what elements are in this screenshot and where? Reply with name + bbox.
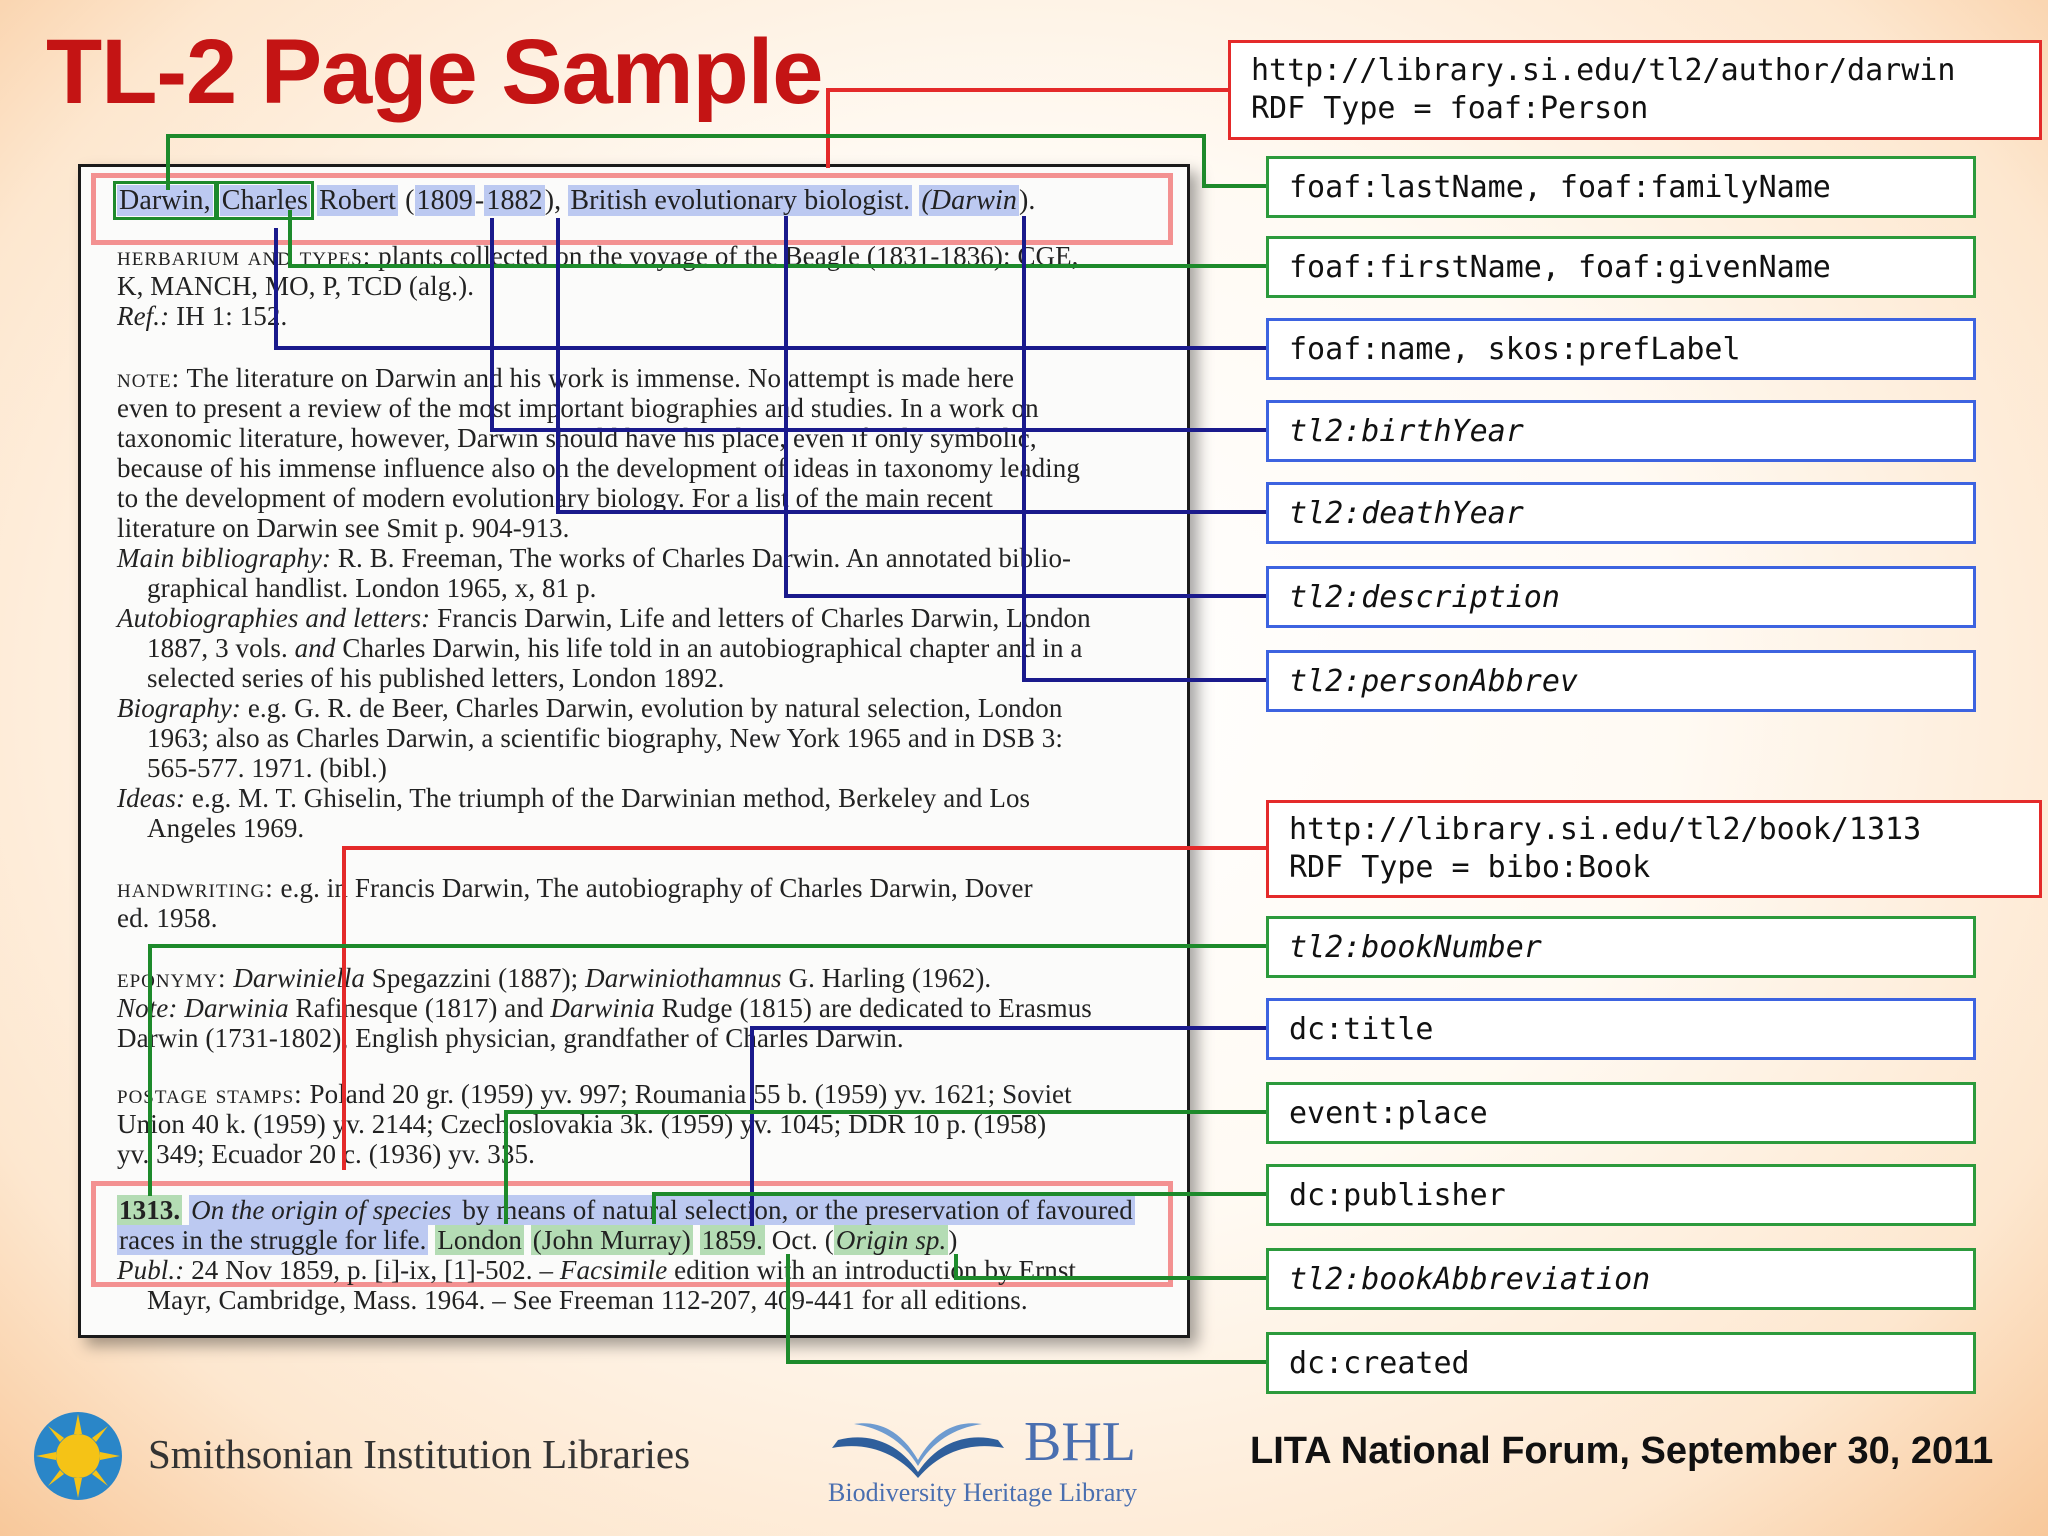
author-uri: http://library.si.edu/tl2/author/darwin [1251,53,1956,88]
book-line-2: races in the struggle for life. London (John Murray) 1859. Oct. (Origin sp.) [119,1225,958,1255]
death-year-label: tl2:deathYear [1266,482,1976,544]
event-place-label: event:place [1266,1082,1976,1144]
name-label: foaf:name, skos:prefLabel [1266,318,1976,380]
eponymy-line-3: Darwin (1731-1802), English physician, grandfather of Charles Darwin. [117,1023,904,1053]
note-line-4: because of his immense influence also on the development of ideas in taxonomy leading [117,453,1080,483]
description-label: tl2:description [1266,566,1976,628]
book-place: London [437,1225,522,1255]
first-name-label: foaf:firstName, foaf:givenName [1266,236,1976,298]
book-title-part-2: races in the struggle for life. [119,1225,427,1255]
author-rdf-type: RDF Type = foaf:Person [1251,91,1649,126]
note-line-6: literature on Darwin see Smit p. 904-913. [117,513,570,543]
first-name: Charles [221,185,309,216]
bhl-book-logo [828,1402,1008,1482]
dc-created-label: dc:created [1266,1332,1976,1394]
book-number: 1313. [119,1195,181,1225]
birth-year-label: tl2:birthYear [1266,400,1976,462]
note-line-1: note: The literature on Darwin and his work is immense. No attempt is made here [117,363,1015,393]
book-abbrev: Origin sp. [835,1225,947,1255]
last-name: Darwin, [119,185,211,216]
book-rdf-type: RDF Type = bibo:Book [1289,850,1651,885]
note-line-3: taxonomic literature, however, Darwin should have his place, even if only symbolic, [117,423,1037,453]
book-uri-box [1266,800,2042,898]
smithsonian-sun-logo [32,1410,124,1502]
death-year: 1882 [486,185,543,216]
author-line: Darwin, Charles Robert (1809-1882), British evolutionary biologist. (Darwin). [119,185,1036,216]
book-title-part-1: On the origin of species [191,1195,452,1225]
ideas-line-2: Angeles 1969. [147,813,305,843]
main-bib-line-1: Main bibliography: R. B. Freeman, The works of Charles Darwin. An annotated biblio- [117,543,1072,573]
book-publisher: (John Murray) [532,1225,691,1255]
main-bib-line-2: graphical handlist. London 1965, x, 81 p. [147,573,597,603]
eponymy-line-1: eponymy: Darwiniella Spegazzini (1887); Darwiniothamnus G. Harling (1962). [117,963,992,993]
herbarium-line-2: K, MANCH, MO, P, TCD (alg.). [117,271,475,301]
book-line-1: 1313. On the origin of species by means of natural selection, or the preservation of favoured [119,1195,1133,1225]
book-number-label: tl2:bookNumber [1266,916,1976,978]
note-line-5: to the development of modern evolutionary biology. For a list of the main recent [117,483,994,513]
note-line-2: even to present a review of the most important biographies and studies. In a work on [117,393,1039,423]
biography-line-3: 565-577. 1971. (bibl.) [147,753,387,783]
eponymy-line-2: Note: Darwinia Rafinesque (1817) and Darwinia Rudge (1815) are dedicated to Erasmus [117,993,1092,1023]
biography-line-1: Biography: e.g. G. R. de Beer, Charles Darwin, evolution by natural selection, London [117,693,1063,723]
ref-line: Ref.: IH 1: 152. [117,301,288,331]
handwriting-line-1: handwriting: e.g. in Francis Darwin, The autobiography of Charles Darwin, Dover [117,873,1033,903]
book-uri: http://library.si.edu/tl2/book/1313 [1289,812,1922,847]
event-caption: LITA National Forum, September 30, 2011 [1250,1430,1994,1472]
page-title: TL-2 Page Sample [46,21,823,123]
middle-name: Robert [319,185,396,216]
herbarium-line-1: herbarium and types: plants collected on the voyage of the Beagle (1831-1836): CGE, [117,241,1079,271]
book-abbreviation-label: tl2:bookAbbreviation [1266,1248,1976,1310]
stamps-line-2: Union 40 k. (1959) yv. 2144; Czechoslovakia 3k. (1959) yv. 1045; DDR 10 p. (1958) [117,1109,1047,1139]
stamps-line-3: yv. 349; Ecuador 20 c. (1936) yv. 335. [117,1139,535,1169]
stamps-line-1: postage stamps: Poland 20 gr. (1959) yv. 997; Roumania 55 b. (1959) yv. 1621; Soviet [117,1079,1072,1109]
biography-line-2: 1963; also as Charles Darwin, a scientific biography, New York 1965 and in DSB 3: [147,723,1063,753]
handwriting-line-2: ed. 1958. [117,903,218,933]
dc-publisher-label: dc:publisher [1266,1164,1976,1226]
autobio-line-1: Autobiographies and letters: Francis Darwin, Life and letters of Charles Darwin, London [117,603,1091,633]
book-line-4: Mayr, Cambridge, Mass. 1964. – See Freeman 112-207, 409-441 for all editions. [147,1285,1028,1315]
bhl-subtitle: Biodiversity Heritage Library [828,1478,1138,1507]
book-line-3: Publ.: 24 Nov 1859, p. [i]-ix, [1]-502. – Facsimile edition with an introduction by Ernst [117,1255,1077,1285]
bhl-title: BHL [1024,1411,1136,1473]
autobio-line-2: 1887, 3 vols. and Charles Darwin, his life told in an autobiographical chapter and in a [147,633,1083,663]
book-year: 1859. [701,1225,763,1255]
last-name-label: foaf:lastName, foaf:familyName [1266,156,1976,218]
description: British evolutionary biologist. [570,185,911,216]
dc-title-label: dc:title [1266,998,1976,1060]
author-uri-box [1228,40,2042,140]
smithsonian-libraries-text: Smithsonian Institution Libraries [148,1431,691,1477]
ideas-line-1: Ideas: e.g. M. T. Ghiselin, The triumph of the Darwinian method, Berkeley and Los [117,783,1031,813]
person-abbrev-label: tl2:personAbbrev [1266,650,1976,712]
birth-year: 1809 [416,185,473,216]
person-abbrev: (Darwin [921,185,1017,216]
autobio-line-3: selected series of his published letters, London 1892. [147,663,725,693]
